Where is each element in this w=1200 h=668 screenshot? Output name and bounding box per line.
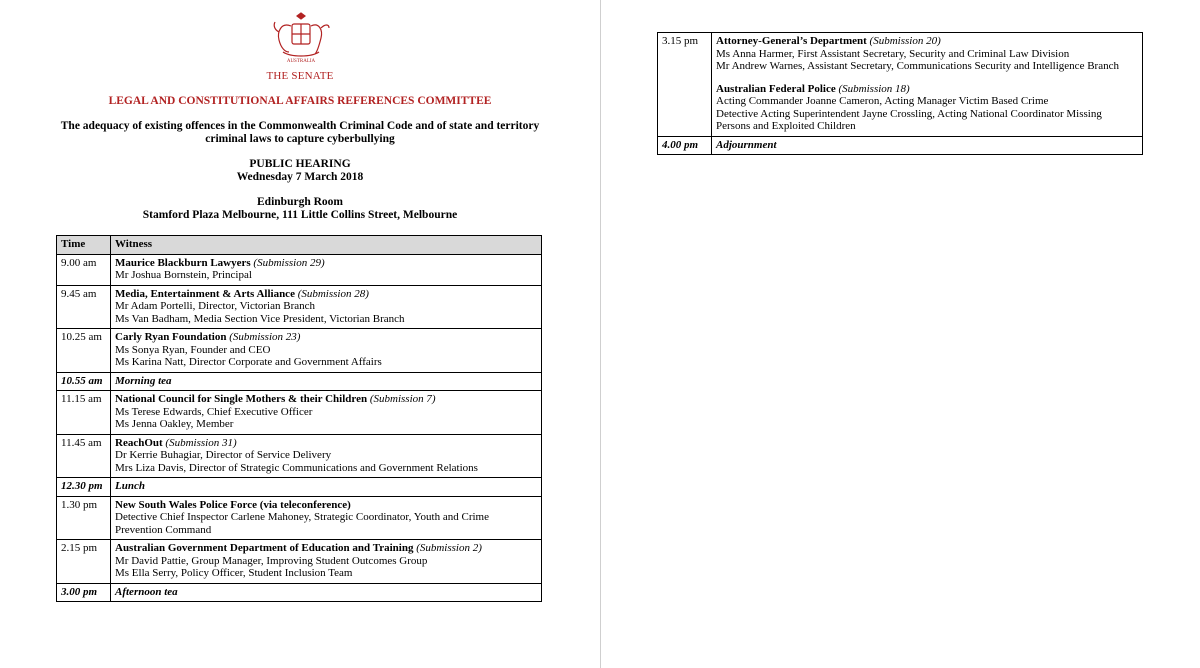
witness-org-line — [115, 257, 537, 270]
witness-org: Maurice Blackburn Lawyers — [115, 256, 251, 269]
table-row — [57, 496, 542, 540]
submission-ref: (Submission 23) — [229, 331, 301, 343]
session-witnesses — [111, 254, 542, 285]
submission-ref: (Submission 28) — [297, 287, 369, 300]
break-label: Morning tea — [111, 372, 542, 391]
table-row — [658, 33, 1143, 137]
document-page-2 — [600, 0, 1200, 668]
venue-info — [0, 196, 600, 222]
break-label: Lunch — [111, 478, 542, 497]
venue-address: Stamford Plaza Melbourne, 111 Little Collins Street, Melbourne — [142, 209, 458, 221]
witness-person: Detective Acting Superintendent Jayne Crossling, Acting National Coordinator Missing Persons and Exploited Children — [716, 107, 1102, 132]
hearing-title: PUBLIC HEARING — [249, 158, 351, 170]
submission-ref: (Submission 18) — [838, 82, 910, 95]
witness-person: Dr Kerrie Buhagiar, Director of Service Delivery — [115, 449, 332, 461]
witness-person: Mr Adam Portelli, Director, Victorian Branch — [115, 300, 316, 312]
session-witnesses — [111, 540, 542, 584]
witness-org: New South Wales Police Force (via teleconference) — [115, 498, 351, 511]
session-time: 11.15 am — [57, 391, 111, 435]
table-row — [57, 254, 542, 285]
witness-person: Ms Ella Serry, Policy Officer, Student Inclusion Team — [115, 567, 353, 579]
table-row-break — [57, 583, 542, 602]
session-witnesses — [111, 285, 542, 329]
break-label: Afternoon tea — [111, 583, 542, 602]
witness-person: Ms Jenna Oakley, Member — [115, 418, 234, 430]
table-row — [57, 434, 542, 478]
witness-person: Ms Anna Harmer, First Assistant Secretary, Security and Criminal Law Division — [716, 47, 1070, 60]
witness-person: Ms Terese Edwards, Chief Executive Officer — [115, 405, 313, 418]
witness-person: Ms Sonya Ryan, Founder and CEO — [115, 343, 271, 356]
time-column-header: Time — [57, 236, 111, 255]
committee-heading: LEGAL AND CONSTITUTIONAL AFFAIRS REFERENCES COMMITTEE — [108, 95, 492, 107]
witness-org: Australian Government Department of Education and Training — [115, 542, 414, 554]
witness-person: Mr Joshua Bornstein, Principal — [115, 269, 252, 281]
table-row — [57, 540, 542, 584]
submission-ref: (Submission 7) — [369, 393, 436, 405]
witness-column-header: Witness — [111, 236, 542, 255]
table-row-break — [57, 478, 542, 497]
venue-room: Edinburgh Room — [257, 196, 343, 208]
submission-ref: (Submission 2) — [416, 542, 482, 554]
session-witnesses — [111, 329, 542, 373]
witness-person: Acting Commander Joanne Cameron, Acting Manager Victim Based Crime — [716, 95, 1049, 107]
session-time: 9.45 am — [57, 285, 111, 329]
witness-org-line — [716, 83, 1138, 96]
table-header-row — [57, 236, 542, 255]
witness-org: Media, Entertainment & Arts Alliance — [115, 287, 295, 300]
witness-org-line — [115, 393, 537, 406]
witness-person: Mr Andrew Warnes, Assistant Secretary, Communications Security and Intelligence Branch — [716, 60, 1119, 72]
session-time: 3.00 pm — [57, 583, 111, 602]
session-time: 12.30 pm — [57, 478, 111, 497]
schedule-body — [57, 254, 542, 602]
hearing-info — [0, 158, 600, 184]
witness-org: Australian Federal Police — [716, 82, 836, 95]
hearing-schedule-table — [56, 235, 542, 602]
senate-heading: THE SENATE — [266, 70, 334, 82]
session-witnesses — [111, 434, 542, 478]
break-label: Adjournment — [712, 136, 1143, 155]
witness-person: Ms Van Badham, Media Section Vice President, Victorian Branch — [115, 312, 405, 325]
inquiry-title: The adequacy of existing offences in the Commonwealth Criminal Code and of state and territory criminal laws to capture cyberbullying — [60, 120, 540, 145]
session-time: 2.15 pm — [57, 540, 111, 584]
witness-org-line — [115, 437, 537, 450]
witness-person: Ms Karina Natt, Director Corporate and Government Affairs — [115, 356, 382, 368]
session-time: 1.30 pm — [57, 496, 111, 540]
table-row-break — [57, 372, 542, 391]
spacer — [716, 73, 1138, 83]
session-time: 4.00 pm — [658, 136, 712, 155]
submission-ref: (Submission 29) — [253, 256, 325, 269]
witness-person: Detective Chief Inspector Carlene Mahoney, Strategic Coordinator, Youth and Crime Prevention Command — [115, 511, 489, 536]
witness-org: Attorney-General’s Department — [716, 35, 867, 47]
session-time: 11.45 am — [57, 434, 111, 478]
session-witnesses — [111, 391, 542, 435]
witness-org: Carly Ryan Foundation — [115, 331, 227, 343]
crest-motto-text: AUSTRALIA — [286, 59, 316, 64]
australian-coat-of-arms-icon — [269, 12, 333, 64]
submission-ref: (Submission 31) — [165, 436, 237, 449]
session-time: 10.25 am — [57, 329, 111, 373]
session-time: 3.15 pm — [658, 33, 712, 137]
session-time: 10.55 am — [57, 372, 111, 391]
table-row-break — [658, 136, 1143, 155]
session-time: 9.00 am — [57, 254, 111, 285]
witness-person: Mrs Liza Davis, Director of Strategic Communications and Government Relations — [115, 461, 478, 474]
witness-org-line — [115, 288, 537, 301]
table-row — [57, 285, 542, 329]
witness-org: National Council for Single Mothers & their Children — [115, 393, 368, 405]
submission-ref: (Submission 20) — [869, 35, 941, 47]
hearing-schedule-table-continued — [657, 32, 1143, 155]
session-witnesses — [111, 496, 542, 540]
witness-org-line — [115, 331, 537, 344]
table-row — [57, 329, 542, 373]
witness-person: Mr David Pattie, Group Manager, Improving Student Outcomes Group — [115, 554, 428, 567]
table-row — [57, 391, 542, 435]
hearing-date: Wednesday 7 March 2018 — [236, 171, 364, 183]
witness-org-line — [716, 35, 1138, 48]
witness-org: ReachOut — [115, 436, 163, 449]
witness-org-line — [115, 542, 537, 555]
witness-org-line — [115, 499, 537, 512]
session-witnesses — [712, 33, 1143, 137]
